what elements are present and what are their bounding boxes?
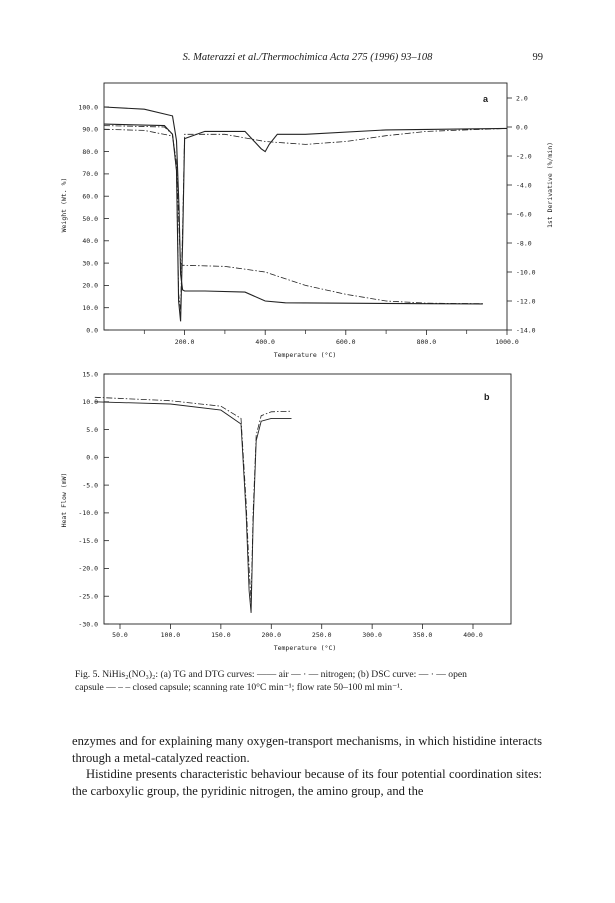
panel-a-ytick-right-label: -2.0 [516,152,532,161]
panel-a-ytick-right-label: -6.0 [516,210,532,219]
panel-a-letter: a [483,94,489,104]
panel-a-ytick-left-label: 50.0 [82,214,98,223]
panel-b-xlabel: Temperature (°C) [273,644,337,652]
panel-a-ytick-left-label: 30.0 [82,259,98,268]
panel-b-series-line [95,397,292,602]
panel-a-xtick-label: 800.0 [416,338,437,346]
caption-line-1 [75,668,545,681]
caption-text-2: capsule — – – closed capsule; scanning rate 10°C min⁻¹; flow rate 50–100 ml min⁻¹. [75,682,403,693]
panel-a-xtick-label: 400.0 [255,338,275,346]
panel-a-ytick-right-label: -12.0 [516,297,536,306]
running-title: S. Materazzi et al./Thermochimica Acta 275 (1996) 93–108 [182,52,433,63]
panel-b-xtick-label: 250.0 [311,631,332,639]
panel-b-ytick-label: 0.0 [86,453,98,462]
panel-b-xtick-label: 50.0 [112,631,128,639]
panel-a-frame [104,83,507,330]
panel-a-ytick-left-label: 80.0 [82,147,98,156]
body-text [72,733,542,799]
figure-caption [75,668,545,694]
panel-a-ytick-left-label: 40.0 [82,237,98,246]
panel-b-series-line [95,402,292,613]
panel-b-ytick-label: 10.0 [82,398,98,407]
panel-a-ytick-left-label: 90.0 [82,125,98,134]
panel-a-xlabel: Temperature (°C) [273,351,337,359]
panel-a-series-line [104,126,507,310]
panel-b-ytick-label: -30.0 [78,620,98,629]
panel-a-ytick-left-label: 60.0 [82,192,98,201]
panel-b-xtick-label: 150.0 [211,631,231,639]
panel-b-ylabel: Heat Flow (mW) [60,472,68,528]
panel-a-ylabel-right: 1st Derivative (%/min) [546,141,554,229]
panel-a-series-line [104,129,483,303]
panel-b-letter: b [484,392,490,402]
panel-b-frame [104,374,511,624]
panel-b-xtick-label: 200.0 [261,631,282,639]
panel-b-ytick-label: -10.0 [78,509,98,518]
panel-a-xtick-label: 600.0 [336,338,356,346]
panel-a-ytick-right-label: -4.0 [516,181,532,190]
caption-figure-label: Fig. 5. [75,669,100,680]
panel-b-ytick-label: -25.0 [78,592,98,601]
panel-a-ytick-right-label: -10.0 [516,268,536,277]
body-paragraph-1: enzymes and for explaining many oxygen-transport mechanisms, in which histidine interacts through a metal-catalyzed reaction. [72,734,542,765]
panel-b-xtick-label: 400.0 [463,631,483,639]
panel-b-xtick-label: 300.0 [362,631,382,639]
panel-b-xtick-label: 100.0 [160,631,181,639]
body-paragraph-2: Histidine presents characteristic behaviour because of its four potential coordination sites: the carboxylic group, the pyridinic nitrogen, the amino group, and the [72,767,542,798]
panel-b-ytick-label: 15.0 [82,370,98,379]
panel-a-xtick-label: 200.0 [174,338,195,346]
panel-b-chart [60,370,511,652]
panel-b-ytick-label: -5.0 [82,481,98,490]
panel-a-ytick-left-label: 20.0 [82,281,98,290]
panel-a-ytick-right-label: 2.0 [516,94,528,103]
panel-a-ytick-right-label: 0.0 [516,123,528,132]
panel-a-ytick-right-label: -14.0 [516,326,536,335]
panel-a-ylabel-left: Weight (Wt. %) [60,177,68,233]
panel-b-ytick-label: -20.0 [78,564,98,573]
panel-b-ytick-label: -15.0 [78,536,98,545]
panel-a-ytick-left-label: 0.0 [86,326,98,335]
panel-a-chart [60,83,554,359]
caption-text-1: NiHis₂(NO₃)₂: (a) TG and DTG curves: —— air — · — nitrogen; (b) DSC curve: — · — open [102,669,467,680]
panel-a-ytick-left-label: 100.0 [78,103,98,112]
panel-a-series-line [104,124,507,321]
panel-b-xtick-label: 350.0 [412,631,433,639]
panel-a-ytick-left-label: 70.0 [82,170,98,179]
panel-a-ytick-left-label: 10.0 [82,304,98,312]
panel-b-ytick-label: 5.0 [86,425,98,434]
page-number: 99 [532,52,543,63]
panel-a-xtick-label: 1000.0 [495,338,519,346]
panel-a-ytick-right-label: -8.0 [516,239,532,248]
panel-a-series-line [104,107,483,304]
